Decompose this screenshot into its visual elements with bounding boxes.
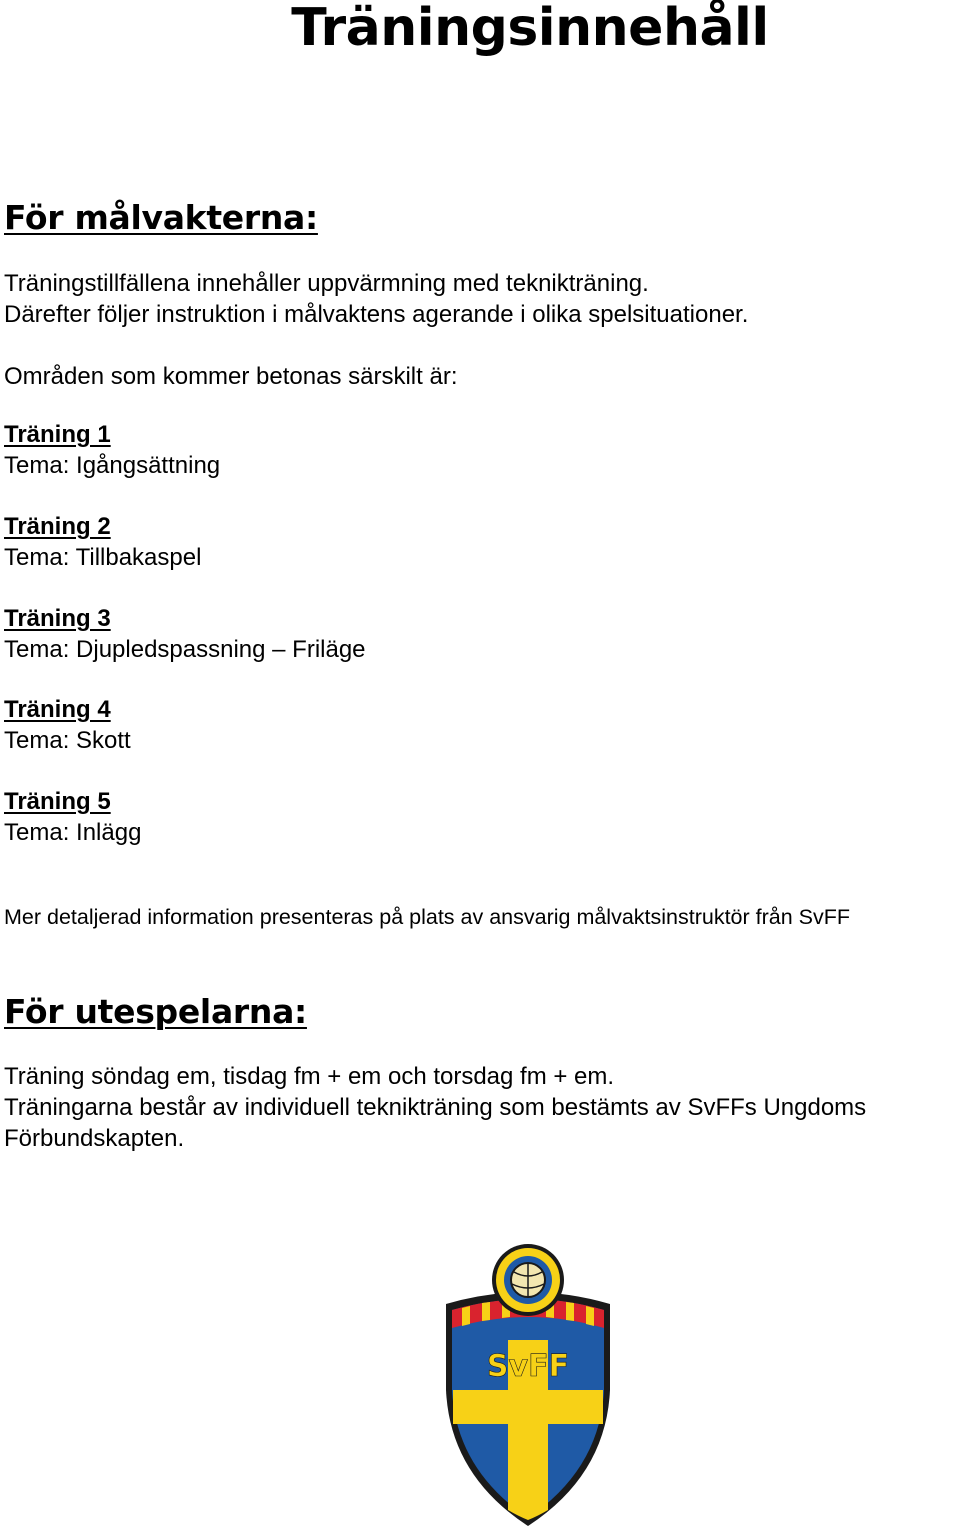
training-theme: Tema: Djupledspassning – Friläge (4, 636, 366, 663)
training-title: Träning 1 (4, 421, 111, 448)
training-title: Träning 5 (4, 788, 111, 815)
training-title: Träning 3 (4, 605, 111, 632)
training-theme: Tema: Skott (4, 727, 131, 754)
outfield-line: Träning söndag em, tisdag fm + em och torsdag fm + em. (4, 1063, 615, 1090)
training-item-4 (4, 694, 131, 756)
more-info-text: Mer detaljerad information presenteras på plats av ansvarig målvaktsinstruktör från SvFF (4, 905, 851, 929)
training-item-2 (4, 511, 201, 573)
training-theme: Tema: Tillbakaspel (4, 544, 202, 571)
training-title: Träning 4 (4, 696, 111, 723)
outfield-text (4, 1061, 866, 1154)
training-item-1 (4, 419, 220, 481)
training-theme: Tema: Igångsättning (4, 452, 221, 479)
areas-intro: Områden som kommer betonas särskilt är: (4, 363, 458, 390)
goalkeepers-intro (4, 268, 748, 330)
outfield-line: Träningarna består av individuell teknikträning som bestämts av SvFFs Ungdoms (4, 1094, 867, 1121)
shield-cross-horizontal (453, 1390, 603, 1424)
intro-line: Träningstillfällena innehåller uppvärmning med teknikträning. (4, 270, 649, 297)
training-title: Träning 2 (4, 513, 111, 540)
outfield-heading: För utespelarna: (4, 992, 307, 1031)
training-item-3 (4, 603, 366, 665)
svff-logo (440, 1240, 616, 1530)
intro-line: Därefter följer instruktion i målvaktens agerande i olika spelsituationer. (4, 301, 749, 328)
logo-text: SvFF (486, 1349, 570, 1384)
outfield-line: Förbundskapten. (4, 1125, 185, 1152)
goalkeepers-heading: För målvakterna: (4, 198, 318, 237)
training-theme: Tema: Inlägg (4, 819, 142, 846)
training-item-5 (4, 786, 141, 848)
document-title: Träningsinnehåll (291, 0, 769, 58)
